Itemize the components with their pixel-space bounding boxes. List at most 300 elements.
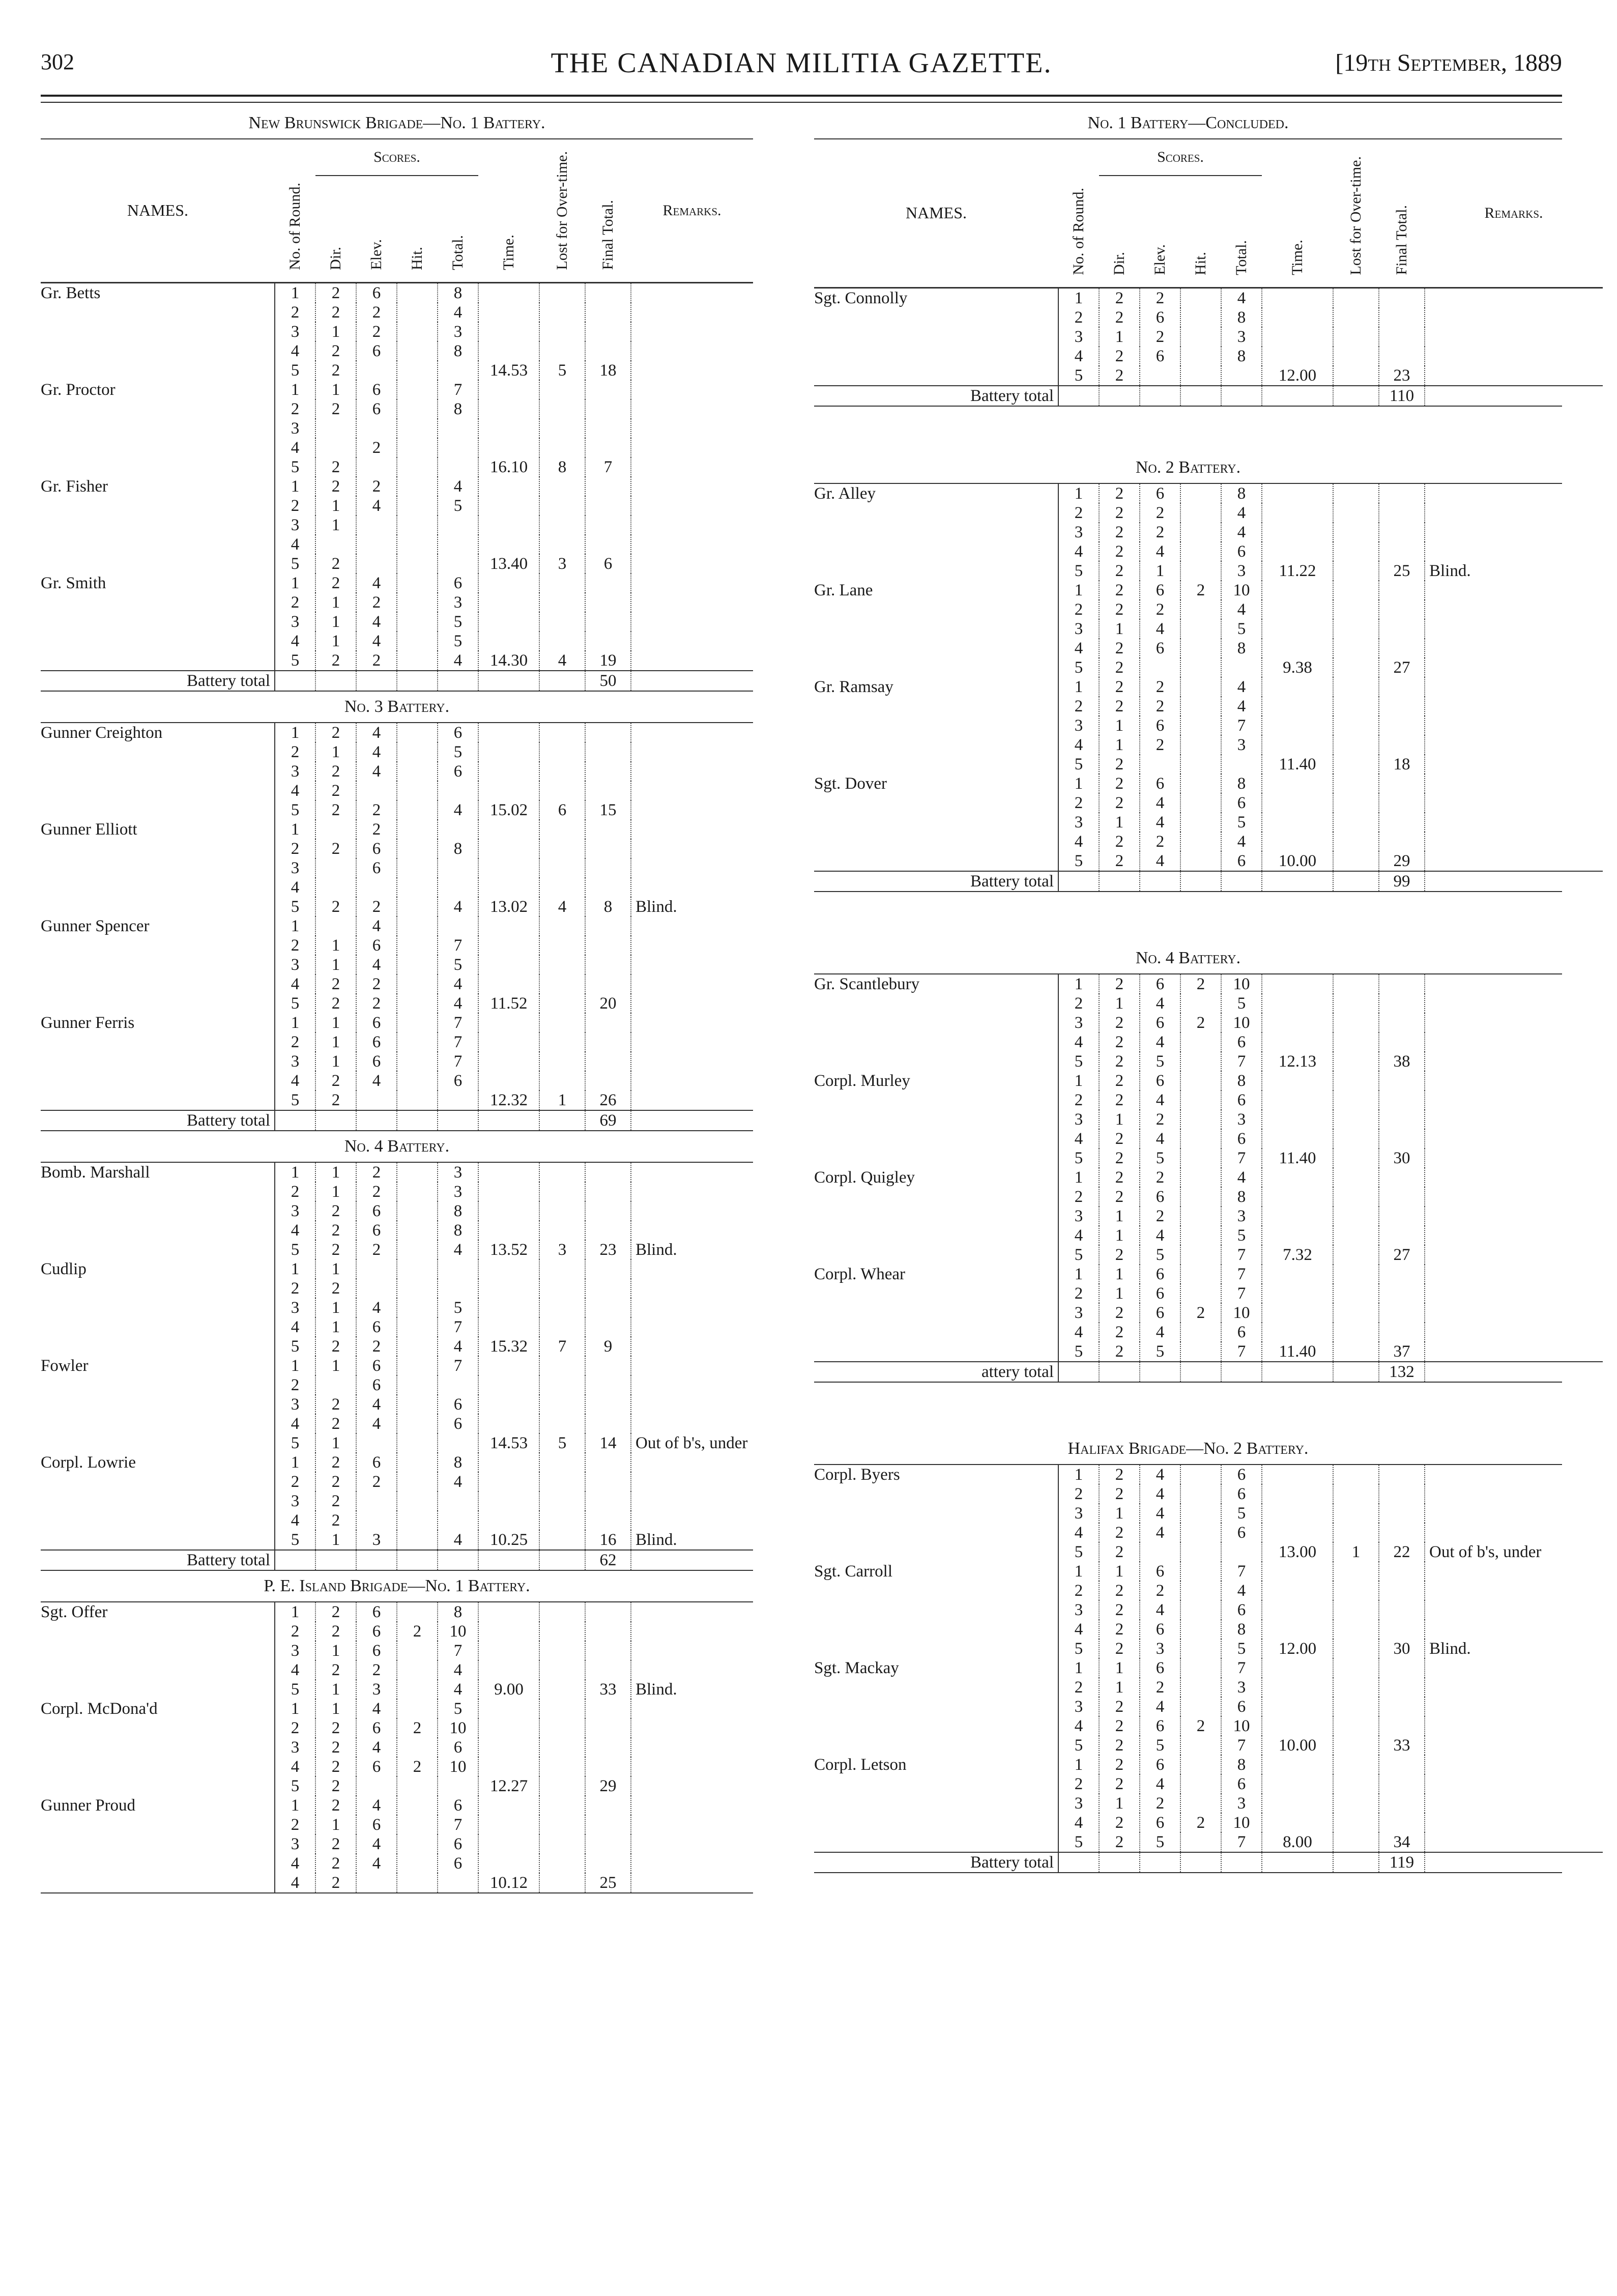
- final-cell: [585, 974, 631, 994]
- hit-cell: [1180, 1187, 1221, 1207]
- lost-cell: [1333, 542, 1379, 561]
- elev-cell: 4: [1140, 1129, 1180, 1149]
- lost-cell: [539, 1453, 585, 1472]
- time-cell: [478, 1641, 539, 1660]
- time-cell: [478, 1796, 539, 1815]
- total-cell: 4: [438, 974, 478, 994]
- name-cell: [814, 347, 1058, 366]
- time-cell: [478, 1660, 539, 1680]
- table-row: [814, 327, 1603, 347]
- table-row: [814, 793, 1603, 813]
- table-row: [41, 632, 753, 651]
- table-row: [41, 1259, 753, 1279]
- dir-cell: [315, 916, 356, 936]
- round-cell: 4: [1058, 735, 1099, 755]
- hit-cell: [1180, 484, 1221, 503]
- remarks-cell: [631, 361, 753, 380]
- hit-cell: [397, 858, 438, 878]
- final-cell: [1379, 1600, 1425, 1620]
- final-cell: [1379, 1013, 1425, 1032]
- hit-cell: [1180, 523, 1221, 542]
- final-cell: 25: [585, 1873, 631, 1892]
- total-cell: 6: [1221, 851, 1262, 871]
- name-cell: [814, 1207, 1058, 1226]
- hit-cell: [397, 457, 438, 477]
- table-row: [41, 477, 753, 496]
- section-rule: [814, 406, 1562, 407]
- total-cell: 8: [438, 341, 478, 361]
- table-row: [41, 1453, 753, 1472]
- final-cell: 19: [585, 651, 631, 671]
- hit-cell: [397, 1641, 438, 1660]
- table-row: [814, 974, 1603, 994]
- time-cell: [478, 380, 539, 399]
- lost-cell: [1333, 1465, 1379, 1484]
- round-cell: 4: [275, 1873, 315, 1892]
- remarks-cell: [631, 651, 753, 671]
- time-cell: [1262, 1678, 1333, 1697]
- elev-cell: 6: [356, 1602, 397, 1622]
- remarks-cell: [631, 1110, 753, 1130]
- table-row: [41, 282, 753, 303]
- table-row: [814, 1052, 1603, 1071]
- right-column: [814, 108, 1562, 1873]
- name-cell: [814, 1013, 1058, 1032]
- remarks-cell: [631, 1796, 753, 1815]
- hit-cell: 2: [1180, 581, 1221, 600]
- name-cell: [41, 612, 275, 632]
- dir-cell: 2: [1099, 484, 1140, 503]
- elev-cell: 2: [356, 438, 397, 457]
- time-cell: [478, 1317, 539, 1337]
- remarks-cell: [1425, 1090, 1603, 1110]
- time-cell: [478, 1375, 539, 1395]
- total-cell: 10: [1221, 1013, 1262, 1032]
- hit-cell: [1180, 561, 1221, 581]
- dir-cell: 2: [315, 897, 356, 916]
- header-rule-thin: [41, 102, 1562, 103]
- dir-cell: 1: [315, 1356, 356, 1375]
- elev-cell: 2: [1140, 697, 1180, 716]
- time-header: [1262, 139, 1333, 288]
- round-cell: 3: [1058, 1504, 1099, 1523]
- round-cell: 3: [1058, 1110, 1099, 1129]
- total-cell: 6: [1221, 793, 1262, 813]
- dir-cell: 1: [315, 612, 356, 632]
- table-row: [814, 1716, 1603, 1736]
- remarks-cell: [1425, 366, 1603, 386]
- elev-cell: 6: [356, 1622, 397, 1641]
- lost-cell: [1333, 1639, 1379, 1658]
- table-row: [41, 573, 753, 593]
- remarks-cell: [1425, 1149, 1603, 1168]
- remarks-cell: [1425, 1716, 1603, 1736]
- elev-cell: 2: [356, 897, 397, 916]
- round-cell: 3: [275, 858, 315, 878]
- elev-cell: 4: [356, 723, 397, 742]
- time-cell: [478, 496, 539, 515]
- hit-cell: [397, 820, 438, 839]
- battery-section: [814, 1433, 1562, 1873]
- total-cell: [438, 438, 478, 457]
- hit-cell: [397, 651, 438, 671]
- time-cell: [1262, 1071, 1333, 1090]
- table-row: [41, 322, 753, 341]
- dir-cell: 2: [315, 1472, 356, 1491]
- lost-cell: [539, 1395, 585, 1414]
- name-cell: [41, 936, 275, 955]
- total-cell: [1221, 1542, 1262, 1562]
- total-cell: [438, 535, 478, 554]
- total-cell: 5: [438, 612, 478, 632]
- table-row: [814, 813, 1603, 832]
- elev-header: [1140, 176, 1180, 288]
- lost-cell: [1333, 1794, 1379, 1813]
- final-cell: [585, 399, 631, 419]
- remarks-cell: [1425, 1284, 1603, 1303]
- dir-cell: 2: [315, 1873, 356, 1892]
- lost-cell: [539, 878, 585, 897]
- final-cell: [585, 419, 631, 438]
- hit-cell: [397, 1776, 438, 1796]
- total-cell: 4: [1221, 697, 1262, 716]
- scores-table: [41, 1163, 753, 1570]
- lost-cell: [539, 477, 585, 496]
- hit-cell: [1180, 716, 1221, 735]
- final-cell: [1379, 1465, 1425, 1484]
- hit-cell: [397, 762, 438, 781]
- time-cell: [1262, 774, 1333, 793]
- lost-cell: [1333, 1832, 1379, 1852]
- lost-cell: [1333, 1071, 1379, 1090]
- page-title: THE CANADIAN MILITIA GAZETTE.: [551, 47, 1052, 79]
- remarks-cell: [631, 1738, 753, 1757]
- lost-cell: [539, 1182, 585, 1201]
- time-cell: [478, 1738, 539, 1757]
- elev-cell: 6: [356, 341, 397, 361]
- hit-cell: [397, 632, 438, 651]
- hit-cell: [397, 1680, 438, 1699]
- round-cell: 1: [275, 1699, 315, 1718]
- time-cell: [1262, 1852, 1333, 1872]
- name-cell: [41, 399, 275, 419]
- table-row: [814, 581, 1603, 600]
- remarks-cell: [1425, 1755, 1603, 1774]
- hit-cell: [1180, 1465, 1221, 1484]
- time-cell: [1262, 1523, 1333, 1542]
- lost-cell: [539, 1757, 585, 1776]
- dir-header: [315, 176, 356, 282]
- dir-cell: 2: [1099, 1129, 1140, 1149]
- round-cell: 2: [275, 1815, 315, 1834]
- dir-cell: 1: [315, 742, 356, 762]
- hit-cell: [397, 1550, 438, 1570]
- lost-cell: [1333, 697, 1379, 716]
- hit-cell: [397, 1163, 438, 1182]
- table-row: [814, 503, 1603, 523]
- remarks-cell: [1425, 1484, 1603, 1504]
- hit-cell: 2: [1180, 1013, 1221, 1032]
- name-cell: [41, 1472, 275, 1491]
- lost-cell: [539, 1110, 585, 1130]
- round-cell: 1: [1058, 1265, 1099, 1284]
- final-cell: [1379, 1303, 1425, 1323]
- dir-cell: 1: [315, 380, 356, 399]
- total-cell: 7: [1221, 716, 1262, 735]
- lost-header: [539, 139, 585, 282]
- elev-cell: [1140, 658, 1180, 677]
- round-cell: 4: [275, 438, 315, 457]
- name-cell: [814, 658, 1058, 677]
- dir-cell: 2: [1099, 1323, 1140, 1342]
- table-row: [814, 1303, 1603, 1323]
- elev-cell: 2: [356, 1337, 397, 1356]
- final-cell: [1379, 1187, 1425, 1207]
- hit-cell: [397, 1873, 438, 1892]
- lost-cell: [1333, 1303, 1379, 1323]
- table-row: [41, 994, 753, 1013]
- round-cell: 3: [1058, 1600, 1099, 1620]
- final-cell: [585, 612, 631, 632]
- lost-cell: [539, 1699, 585, 1718]
- elev-cell: 4: [1140, 851, 1180, 871]
- table-row: [41, 1182, 753, 1201]
- hit-cell: [1180, 1149, 1221, 1168]
- lost-cell: [539, 1317, 585, 1337]
- remarks-cell: [631, 1414, 753, 1433]
- final-cell: 27: [1379, 1245, 1425, 1265]
- time-cell: [478, 1491, 539, 1511]
- hit-cell: [397, 303, 438, 322]
- remarks-cell: [631, 573, 753, 593]
- lost-cell: [1333, 1362, 1379, 1382]
- total-cell: 4: [1221, 832, 1262, 851]
- total-cell: 7: [438, 380, 478, 399]
- table-row: [41, 1279, 753, 1298]
- time-cell: [478, 1854, 539, 1873]
- hit-cell: [397, 1259, 438, 1279]
- section-rule: [41, 1892, 753, 1893]
- dir-header-label: Dir.: [1111, 251, 1128, 275]
- dir-cell: 2: [315, 477, 356, 496]
- final-cell: [1379, 1168, 1425, 1187]
- total-cell: 3: [438, 1163, 478, 1182]
- dir-cell: 2: [1099, 793, 1140, 813]
- total-cell: 10: [1221, 974, 1262, 994]
- table-row: [41, 515, 753, 535]
- name-cell: [41, 974, 275, 994]
- elev-cell: 4: [1140, 1090, 1180, 1110]
- hit-cell: [1180, 1226, 1221, 1245]
- elev-cell: [356, 1550, 397, 1570]
- hit-cell: [397, 593, 438, 612]
- hit-cell: [1180, 1168, 1221, 1187]
- table-row: [814, 484, 1603, 503]
- round-cell: 1: [1058, 484, 1099, 503]
- round-cell: 5: [275, 1090, 315, 1110]
- name-cell: [814, 542, 1058, 561]
- round-cell: 1: [275, 820, 315, 839]
- name-cell: [41, 1395, 275, 1414]
- dir-cell: 2: [1099, 658, 1140, 677]
- time-cell: [1262, 1716, 1333, 1736]
- elev-cell: 2: [1140, 1581, 1180, 1600]
- dir-cell: 2: [1099, 1090, 1140, 1110]
- lost-cell: [1333, 503, 1379, 523]
- section-title: No. 4 Battery.: [41, 1131, 753, 1163]
- battery-total-row: [41, 671, 753, 691]
- lost-cell: [539, 612, 585, 632]
- total-cell: 4: [438, 303, 478, 322]
- elev-cell: [1140, 755, 1180, 774]
- elev-cell: 4: [1140, 1523, 1180, 1542]
- dir-cell: 1: [315, 1182, 356, 1201]
- name-cell: [41, 593, 275, 612]
- hit-cell: [1180, 1600, 1221, 1620]
- round-cell: 2: [1058, 994, 1099, 1013]
- elev-cell: 6: [1140, 974, 1180, 994]
- dir-cell: 2: [315, 1854, 356, 1873]
- total-cell: 7: [1221, 1149, 1262, 1168]
- dir-cell: 2: [1099, 600, 1140, 619]
- table-row: [814, 1284, 1603, 1303]
- final-cell: [1379, 1678, 1425, 1697]
- table-row: [814, 288, 1603, 308]
- time-cell: [478, 399, 539, 419]
- time-cell: 11.40: [1262, 755, 1333, 774]
- round-cell: 5: [1058, 561, 1099, 581]
- time-cell: 13.52: [478, 1240, 539, 1259]
- total-cell: [438, 361, 478, 380]
- final-cell: [585, 1163, 631, 1182]
- left-column: [41, 108, 753, 1893]
- elev-cell: 6: [356, 1453, 397, 1472]
- dir-cell: 2: [315, 1201, 356, 1221]
- elev-cell: 4: [1140, 1697, 1180, 1716]
- final-cell: [585, 1259, 631, 1279]
- elev-cell: 6: [356, 282, 397, 303]
- dir-cell: 1: [1099, 1284, 1140, 1303]
- time-cell: [1262, 1484, 1333, 1504]
- table-row: [41, 781, 753, 800]
- hit-cell: [397, 1090, 438, 1110]
- name-cell: [814, 308, 1058, 327]
- total-cell: 4: [438, 897, 478, 916]
- lost-cell: [539, 1680, 585, 1699]
- dir-cell: 1: [1099, 1226, 1140, 1245]
- total-cell: 6: [438, 1834, 478, 1854]
- name-cell: [41, 496, 275, 515]
- table-row: [41, 1641, 753, 1660]
- elev-cell: [356, 1090, 397, 1110]
- lost-cell: [1333, 813, 1379, 832]
- table-row: [41, 1854, 753, 1873]
- lost-cell: [1333, 600, 1379, 619]
- dir-cell: 2: [1099, 755, 1140, 774]
- remarks-cell: Blind.: [636, 897, 677, 916]
- final-cell: [585, 1279, 631, 1298]
- name-cell: Gr. Alley: [814, 484, 1058, 503]
- hit-cell: 2: [1180, 1303, 1221, 1323]
- round-cell: 3: [1058, 1303, 1099, 1323]
- lost-cell: [1333, 327, 1379, 347]
- round-cell: 1: [1058, 1071, 1099, 1090]
- round-cell: 5: [275, 1433, 315, 1453]
- battery-total-row: [814, 871, 1603, 891]
- dir-cell: 2: [315, 282, 356, 303]
- hit-cell: [1180, 1678, 1221, 1697]
- dir-cell: 1: [315, 1317, 356, 1337]
- total-cell: [438, 1279, 478, 1298]
- hit-cell: [1180, 1523, 1221, 1542]
- table-row: [41, 1699, 753, 1718]
- hit-header: [397, 176, 438, 282]
- hit-cell: [1180, 1832, 1221, 1852]
- round-cell: 2: [1058, 1581, 1099, 1600]
- remarks-cell: [631, 322, 753, 341]
- lost-cell: [539, 1718, 585, 1738]
- final-cell: 20: [585, 994, 631, 1013]
- total-cell: 10: [1221, 1813, 1262, 1832]
- time-cell: [478, 1182, 539, 1201]
- final-cell: [585, 593, 631, 612]
- name-cell: Gr. Fisher: [41, 477, 275, 496]
- name-cell: [41, 1660, 275, 1680]
- lost-cell: [1333, 871, 1379, 891]
- total-cell: 6: [1221, 1090, 1262, 1110]
- time-cell: 12.13: [1262, 1052, 1333, 1071]
- final-cell: 9: [585, 1337, 631, 1356]
- time-cell: [478, 515, 539, 535]
- remarks-cell: [631, 1356, 753, 1375]
- table-row: [41, 1395, 753, 1414]
- remarks-cell: [631, 496, 753, 515]
- dir-cell: 1: [1099, 1504, 1140, 1523]
- dir-cell: [315, 878, 356, 897]
- time-cell: [478, 1201, 539, 1221]
- elev-cell: 2: [356, 1240, 397, 1259]
- dir-cell: 1: [315, 955, 356, 974]
- time-cell: [478, 632, 539, 651]
- name-cell: Bomb. Marshall: [41, 1163, 275, 1182]
- final-cell: [585, 916, 631, 936]
- hit-cell: [397, 742, 438, 762]
- total-cell: 8: [438, 1602, 478, 1622]
- header-rule: [41, 95, 1562, 97]
- battery-total-row: [41, 1550, 753, 1570]
- round-cell: 4: [1058, 639, 1099, 658]
- total-cell: 7: [1221, 1265, 1262, 1284]
- elev-cell: 4: [356, 632, 397, 651]
- lost-cell: [539, 1834, 585, 1854]
- final-cell: 27: [1379, 658, 1425, 677]
- round-cell: 5: [1058, 366, 1099, 386]
- page-header: [41, 49, 1562, 90]
- name-cell: Corpl. Lowrie: [41, 1453, 275, 1472]
- lost-cell: [539, 1641, 585, 1660]
- table-row: [41, 820, 753, 839]
- final-cell: [1379, 581, 1425, 600]
- round-cell: 3: [275, 1395, 315, 1414]
- final-cell: [1379, 523, 1425, 542]
- total-cell: 3: [1221, 1678, 1262, 1697]
- dir-cell: 2: [315, 839, 356, 858]
- lost-cell: [539, 858, 585, 878]
- lost-cell: [539, 632, 585, 651]
- name-cell: Gr. Ramsay: [814, 677, 1058, 697]
- hit-cell: [397, 1182, 438, 1201]
- remarks-cell: [1425, 581, 1603, 600]
